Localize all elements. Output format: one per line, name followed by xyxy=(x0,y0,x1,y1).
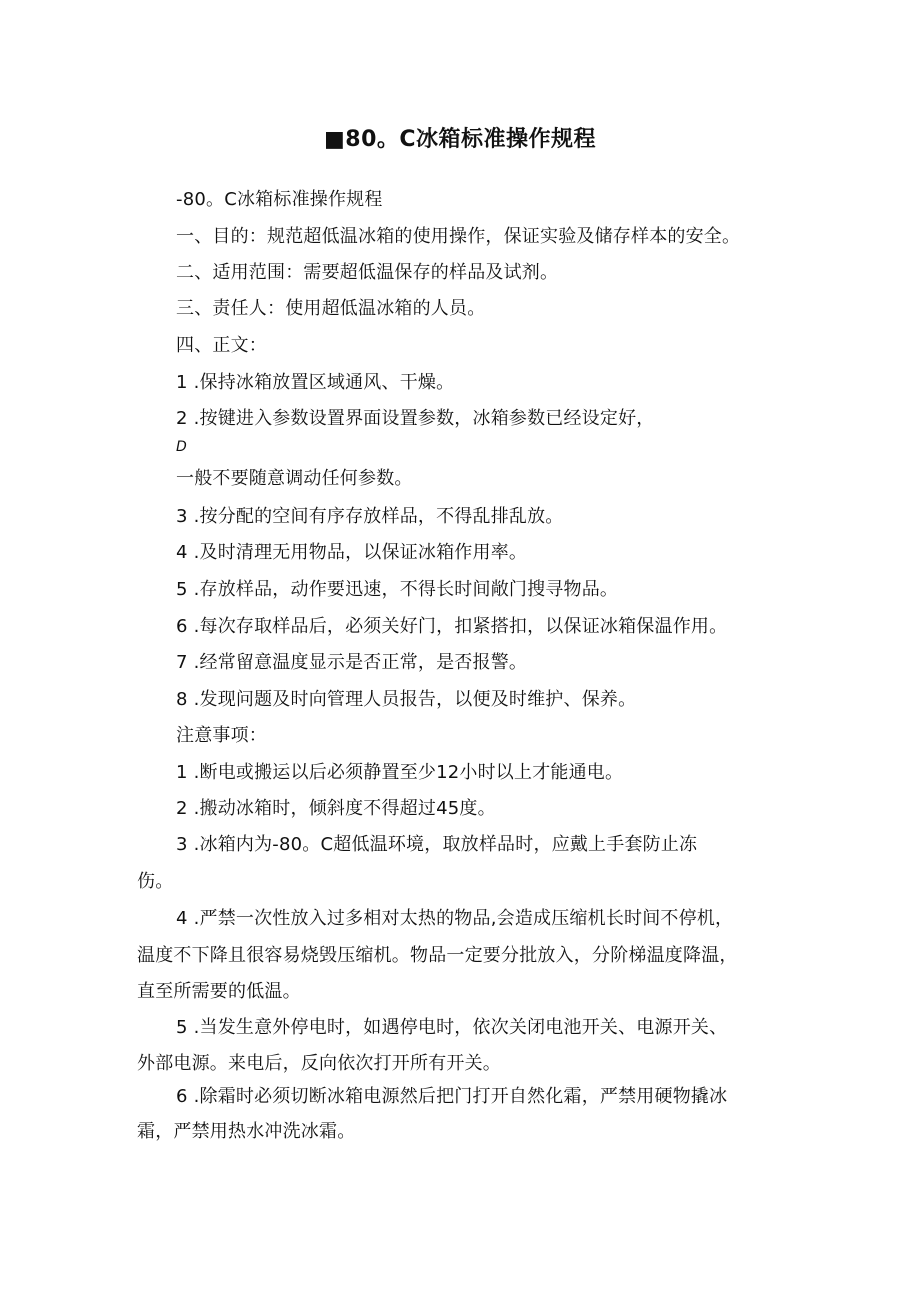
procedure-step: 8 .发现问题及时向管理人员报告，以便及时维护、保养。 xyxy=(176,689,637,710)
document-title: ■80。C冰箱标准操作规程 xyxy=(323,127,597,152)
note-item: 2 .搬动冰箱时，倾斜度不得超过45度。 xyxy=(176,798,496,819)
note-item-continued: 外部电源。来电后，反向依次打开所有开关。 xyxy=(137,1053,501,1074)
document-subtitle: -80。C冰箱标准操作规程 xyxy=(176,189,383,210)
note-item: 5 .当发生意外停电时，如遇停电时，依次关闭电池开关、电源开关、 xyxy=(176,1017,728,1038)
note-item-continued: 霜，严禁用热水冲洗冰霜。 xyxy=(137,1121,356,1142)
procedure-step: 6 .每次存取样品后，必须关好门，扣紧搭扣，以保证冰箱保温作用。 xyxy=(176,616,728,637)
procedure-step: 2 .按键进入参数设置界面设置参数，冰箱参数已经设定好， xyxy=(176,408,655,429)
section-scope: 二、适用范围：需要超低温保存的样品及试剂。 xyxy=(176,262,559,283)
procedure-step: 1 .保持冰箱放置区域通风、干燥。 xyxy=(176,372,455,393)
note-item: 3 .冰箱内为-80。C超低温环境，取放样品时，应戴上手套防止冻 xyxy=(176,834,698,855)
procedure-step: 7 .经常留意温度显示是否正常，是否报警。 xyxy=(176,652,528,673)
note-item: 4 .严禁一次性放入过多相对太热的物品,会造成压缩机长时间不停机， xyxy=(176,908,734,929)
notes-heading: 注意事项： xyxy=(176,725,267,746)
note-item: 1 .断电或搬运以后必须静置至少12小时以上才能通电。 xyxy=(176,762,624,783)
note-item: 6 .除霜时必须切断冰箱电源然后把门打开自然化霜，严禁用硬物撬冰 xyxy=(176,1086,728,1107)
procedure-step: 5 .存放样品，动作要迅速，不得长时间敞门搜寻物品。 xyxy=(176,579,619,600)
procedure-step-continued: 一般不要随意调动任何参数。 xyxy=(176,468,413,489)
section-body-heading: 四、正文： xyxy=(176,335,267,356)
section-responsible: 三、责任人：使用超低温冰箱的人员。 xyxy=(176,298,486,319)
note-item-continued: 伤。 xyxy=(137,871,174,892)
procedure-step: 3 .按分配的空间有序存放样品，不得乱排乱放。 xyxy=(176,506,564,527)
note-item-continued: 温度不下降且很容易烧毁压缩机。物品一定要分批放入，分阶梯温度降温， xyxy=(137,945,738,966)
section-purpose: 一、目的：规范超低温冰箱的使用操作，保证实验及储存样本的安全。 xyxy=(176,226,741,247)
stray-mark: D xyxy=(176,439,187,455)
procedure-step: 4 .及时清理无用物品，以保证冰箱作用率。 xyxy=(176,542,528,563)
note-item-continued: 直至所需要的低温。 xyxy=(137,981,301,1002)
